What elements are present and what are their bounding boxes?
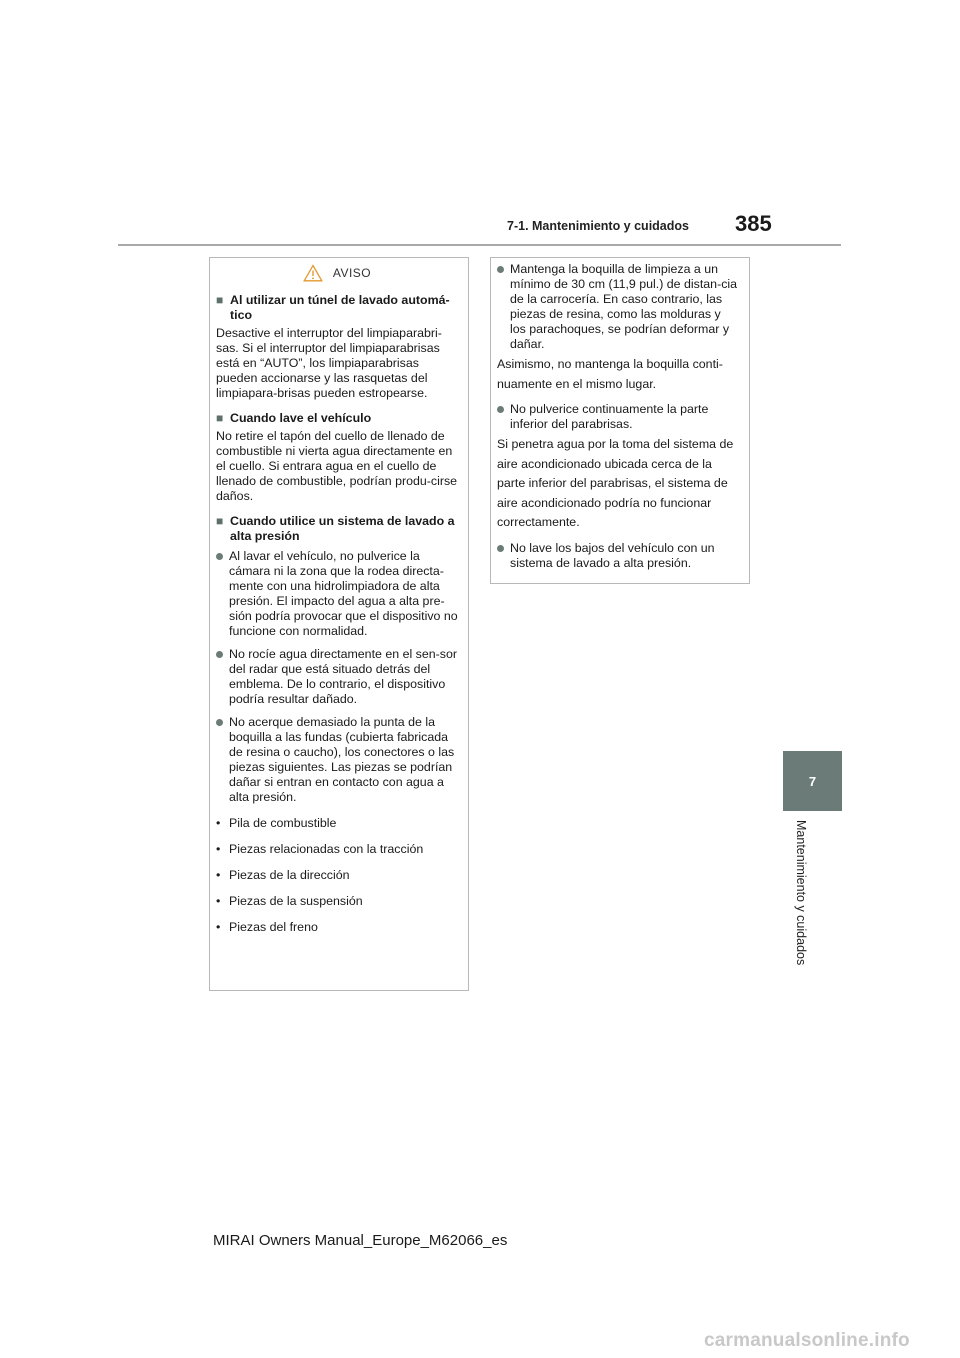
header-rule <box>118 244 841 246</box>
section-heading-text: Cuando lave el vehículo <box>230 411 372 425</box>
square-bullet-icon: ■ <box>216 293 224 307</box>
dash-marker: • <box>216 842 221 856</box>
list-item <box>216 715 458 805</box>
chapter-tab: 7 <box>783 751 842 811</box>
round-bullet-icon <box>497 545 504 552</box>
list-item <box>497 541 739 571</box>
round-bullet-icon <box>216 651 223 658</box>
section-heading <box>216 514 458 544</box>
warning-header <box>216 259 458 287</box>
round-bullet-icon <box>497 266 504 273</box>
dash-item-text: Piezas relacionadas con la tracción <box>229 842 424 856</box>
list-item-text: No rocíe agua directamente en el sen-sor del radar que está situado detrás del emblema. De lo contrario, el dispositivo podría resultar dañado. <box>229 647 457 706</box>
chapter-side-label: Mantenimiento y cuidados <box>794 820 808 966</box>
body-text: Si penetra agua por la toma del sistema de aire acondicionado ubicada cerca de la parte inferior del parabrisas, el sistema de aire acondicionado podría no funcionar correctamente. <box>497 437 734 529</box>
list-item <box>216 647 458 707</box>
list-item-text: Mantenga la boquilla de limpieza a un mínimo de 30 cm (11,9 pul.) de distan-cia de la carrocería. En caso contrario, las piezas de resina, como las molduras y los parachoques, se podrían deformar y dañar. <box>510 262 738 351</box>
warning-box-left <box>209 257 469 991</box>
dash-item <box>216 920 458 935</box>
dash-marker: • <box>216 920 221 934</box>
watermark: carmanualsonline.info <box>704 1330 910 1351</box>
round-bullet-icon <box>216 553 223 560</box>
dash-item-text: Piezas del freno <box>229 920 318 934</box>
section-body: Desactive el interruptor del limpiaparabri-sas. Si el interruptor del limpiaparabrisas está en “AUTO”, los limpiaparabrisas pueden accionarse y las rasquetas del limpiapara-brisas pueden estropearse. <box>216 326 442 400</box>
list-item <box>497 262 739 352</box>
list-item <box>216 549 458 639</box>
list-item <box>497 402 739 432</box>
warning-label: AVISO <box>332 266 372 280</box>
dash-item <box>216 842 458 857</box>
list-item-text: No pulverice continuamente la parte inferior del parabrisas. <box>510 402 709 431</box>
square-bullet-icon: ■ <box>216 411 224 425</box>
dash-item-text: Pila de combustible <box>229 816 337 830</box>
dash-item-text: Piezas de la suspensión <box>229 894 363 908</box>
section-heading <box>216 293 458 323</box>
page-number: 385 <box>735 211 772 236</box>
dash-marker: • <box>216 868 221 882</box>
dash-item <box>216 894 458 909</box>
list-item-text: Al lavar el vehículo, no pulverice la cámara ni la zona que la rodea directa-mente con una hidrolimpiadora de alta presión. El impacto del agua a alta pre-sión podría provocar que el dispositivo no funcione con normalidad. <box>229 549 458 638</box>
round-bullet-icon <box>497 406 504 413</box>
list-item-text: No lave los bajos del vehículo con un sistema de lavado a alta presión. <box>510 540 715 570</box>
dash-item-text: Piezas de la dirección <box>229 868 350 882</box>
dash-item <box>216 868 458 883</box>
list-item-text: No acerque demasiado la punta de la boquilla a las fundas (cubierta fabricada de resina o caucho), los conectores o las piezas siguientes. Las piezas se podrían dañar si entran en contacto con agua a alta presión. <box>229 715 455 804</box>
dash-marker: • <box>216 894 221 908</box>
dash-item <box>216 816 458 831</box>
section-title: 7-1. Mantenimiento y cuidados <box>507 219 689 233</box>
body-text: Asimismo, no mantenga la boquilla conti-nuamente en el mismo lugar. <box>497 357 723 391</box>
section-heading <box>216 411 458 426</box>
section-body: No retire el tapón del cuello de llenado de combustible ni vierta agua directamente en el cuello. Si entrara agua en el cuello de llenado de combustible, podrían produ-cirse daños. <box>216 429 458 503</box>
section-heading-text: Al utilizar un túnel de lavado automá-tico <box>230 293 450 322</box>
round-bullet-icon <box>216 719 223 726</box>
section-heading-text: Cuando utilice un sistema de lavado a alta presión <box>230 514 455 543</box>
manual-footer: MIRAI Owners Manual_Europe_M62066_es <box>213 1232 508 1249</box>
dash-marker: • <box>216 816 221 830</box>
square-bullet-icon: ■ <box>216 514 224 528</box>
warning-triangle-icon <box>303 264 323 282</box>
warning-box-right <box>490 257 750 584</box>
